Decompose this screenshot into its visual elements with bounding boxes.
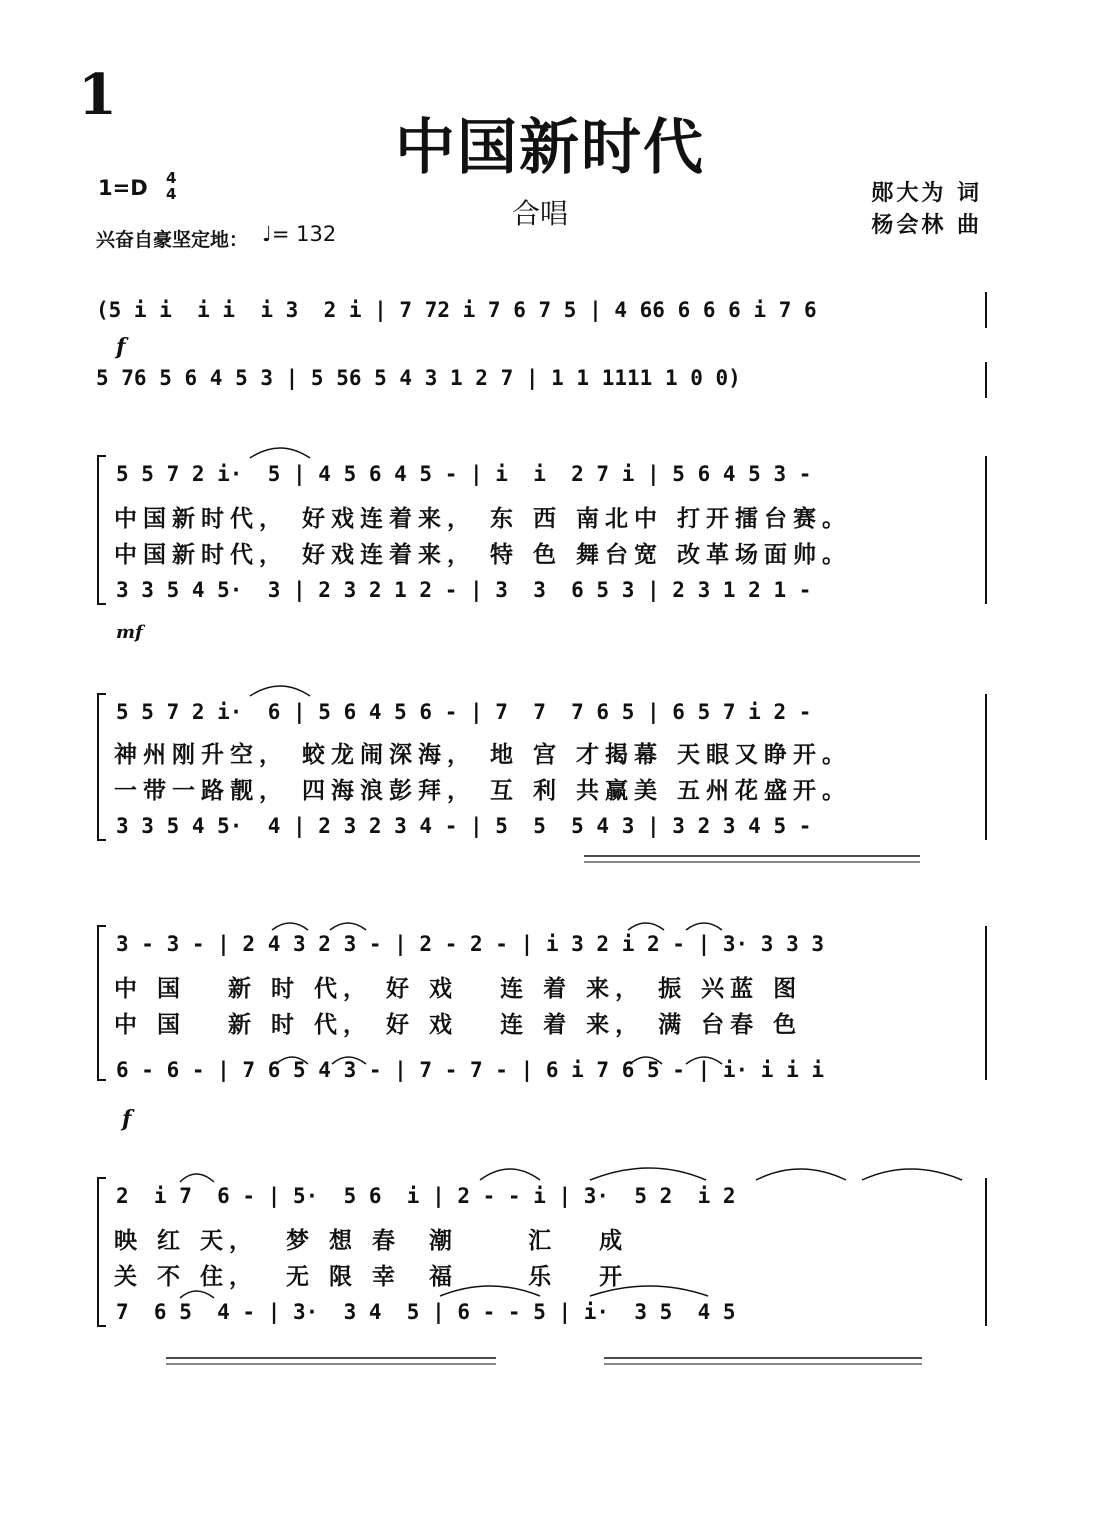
tempo-value: ♩= 132 (262, 222, 337, 246)
page-number: 1 (78, 62, 117, 128)
slur (480, 1169, 540, 1180)
key-signature: 1=D (98, 176, 148, 200)
system-2-lower-voice: 3 3 5 4 5· 4 | 2 3 2 3 4 - | 5 5 5 4 3 | 3 2 3 4 5 - (116, 814, 812, 838)
system-4-lower-voice: 7 6 5 4 - | 3· 3 4 5 | 6 - - 5 | i· 3 5 4 5 (116, 1300, 736, 1324)
composer-credit: 杨会林 曲 (871, 213, 982, 238)
system-2-upper-voice: 5 5 7 2 i· 6 | 5 6 4 5 6 - | 7 7 7 6 5 | 6 5 7 i 2 - (116, 700, 812, 724)
system-3-lower-voice: 6 - 6 - | 7 6 5 4 3 - | 7 - 7 - | 6 i 7 6 5 - | i· i i i (116, 1058, 825, 1082)
slur (332, 1057, 366, 1064)
slur (686, 923, 722, 930)
system-3-lyrics-verse-1: 中 国 新 时 代， 好 戏 连 着 来， 振 兴蓝 图 (114, 976, 803, 1002)
song-subtitle: 合唱 (511, 197, 568, 230)
time-signature-top: 4 (166, 169, 177, 187)
slur (630, 1057, 662, 1064)
system-2-lyrics-verse-1: 神州刚升空， 蛟龙闹深海， 地 宫 才揭幕 天眼又睁开。 (114, 742, 852, 768)
system-1-lyrics-verse-2: 中国新时代， 好戏连着来， 特 色 舞台宽 改革场面帅。 (114, 542, 852, 568)
slur (180, 1291, 214, 1298)
intro-line-1: (5 i i i i i 3 2 i | 7 72 i 7 6 7 5 | 4 66 6 6 6 i 7 6 (96, 298, 817, 322)
system-bracket (98, 456, 106, 604)
song-title: 中国新时代 (395, 113, 705, 183)
system-4-lyrics-verse-2: 关 不 住， 无 限 幸 福 乐 开 (114, 1264, 629, 1290)
intro-line-2: 5 76 5 6 4 5 3 | 5 56 5 4 3 1 2 7 | 1 1 1111 1 0 0) (96, 366, 741, 390)
system-3-upper-voice: 3 - 3 - | 2 4 3 2 3 - | 2 - 2 - | i 3 2 i 2 - | 3· 3 3 3 (116, 932, 825, 956)
system-4-upper-voice: 2 i 7 6 - | 5· 5 6 i | 2 - - i | 3· 5 2 i 2 (116, 1184, 736, 1208)
system-1-lyrics-verse-1: 中国新时代， 好戏连着来， 东 西 南北中 打开擂台赛。 (114, 506, 852, 532)
slur (272, 923, 308, 930)
slur (590, 1168, 706, 1180)
system-bracket (98, 1178, 106, 1326)
slur (756, 1169, 846, 1180)
system-4-lyrics-verse-1: 映 红 天， 梦 想 春 潮 汇 成 (114, 1228, 629, 1254)
slur (628, 923, 664, 930)
dynamic-system-1: mf (116, 622, 143, 643)
slur (276, 1057, 308, 1064)
slur (330, 923, 366, 930)
slur (590, 1286, 708, 1296)
slur (862, 1169, 962, 1180)
slur (180, 1174, 214, 1182)
system-2-lyrics-verse-2: 一带一路靓， 四海浪彭拜， 互 利 共赢美 五州花盛开。 (114, 778, 852, 804)
slur (250, 448, 310, 458)
lyricist-credit: 郧大为 词 (871, 181, 982, 206)
dynamic-intro: f (116, 334, 126, 360)
slur (250, 686, 310, 696)
system-1-lower-voice: 3 3 5 4 5· 3 | 2 3 2 1 2 - | 3 3 6 5 3 | 2 3 1 2 1 - (116, 578, 812, 602)
slur (440, 1286, 540, 1296)
tempo-marking: 兴奋自豪坚定地： (96, 229, 249, 251)
system-1-upper-voice: 5 5 7 2 i· 5 | 4 5 6 4 5 - | i i 2 7 i | 5 6 4 5 3 - (116, 462, 812, 486)
system-bracket (98, 926, 106, 1080)
dynamic-system-3: f (122, 1106, 132, 1132)
system-bracket (98, 694, 106, 840)
time-signature-bottom: 4 (166, 185, 177, 203)
system-3-lyrics-verse-2: 中 国 新 时 代， 好 戏 连 着 来， 满 台春 色 (114, 1012, 803, 1038)
slur (686, 1057, 722, 1064)
